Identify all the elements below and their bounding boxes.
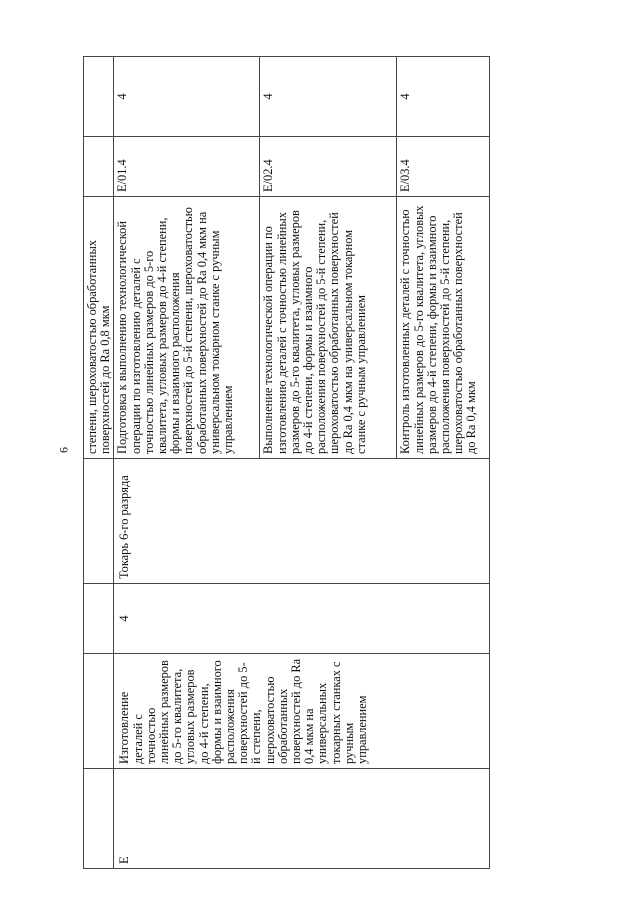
qualification-level: 4 xyxy=(114,584,490,654)
occupation: Токарь 6-го разряда xyxy=(114,459,490,584)
work-function-level: 4 xyxy=(114,57,260,137)
work-function-code: E/03.4 xyxy=(397,137,490,197)
continuation-text: степени, шероховатостью обработанных поверхностей до Ra 0,8 мкм xyxy=(84,197,114,459)
work-function-code: E/01.4 xyxy=(114,137,260,197)
work-function: Подготовка к выполнению технологической операции по изготовлению деталей с точностью линейных размеров до 5-го квалитета, угловых размеров до 4-й степени, формы и взаимного расположения поверхностей до 5-й степени, шероховатостью обработанных поверхностей до Ra 0,4 мкм на универсальном токарном станке с ручным управлением xyxy=(114,197,260,459)
rotated-table-sheet xyxy=(83,57,479,869)
functions-table xyxy=(83,56,490,869)
cell-empty xyxy=(84,459,114,584)
cell-empty xyxy=(84,137,114,197)
cell-empty xyxy=(84,584,114,654)
table-row xyxy=(114,57,260,869)
page-number: 6 xyxy=(56,447,71,453)
cell-empty xyxy=(84,769,114,869)
work-function-level: 4 xyxy=(260,57,397,137)
work-function: Выполнение технологической операции по изготовлению деталей с точностью линейных размеров до 5-го квалитета, угловых размеров до 4-й степени, формы и взаимного расположения поверхностей до 5-й степени, шероховатостью обработанных поверхностей до Ra 0,4 мкм на универсальном токарном станке с ручным управлением xyxy=(260,197,397,459)
table-row-continuation xyxy=(84,57,114,869)
cell-empty xyxy=(84,57,114,137)
function-code: Е xyxy=(114,769,490,869)
work-function-level: 4 xyxy=(397,57,490,137)
function-name: Изготовление деталей с точностью линейных размеров до 5-го квалитета, угловых размеров до 4-й степени, формы и взаимного расположения поверхностей до 5-й степени, шероховатостью обработанных поверхностей до Ra 0,4 мкм на универсальных токарных станках с ручным управлением xyxy=(114,654,490,769)
cell-empty xyxy=(84,654,114,769)
work-function-code: E/02.4 xyxy=(260,137,397,197)
work-function: Контроль изготовленных деталей с точностью линейных размеров до 5-го квалитета, угловых размеров до 4-й степени, формы и взаимного расположения поверхностей до 5-й степени, шероховатостью обработанных поверхностей до Ra 0,4 мкм xyxy=(397,197,490,459)
